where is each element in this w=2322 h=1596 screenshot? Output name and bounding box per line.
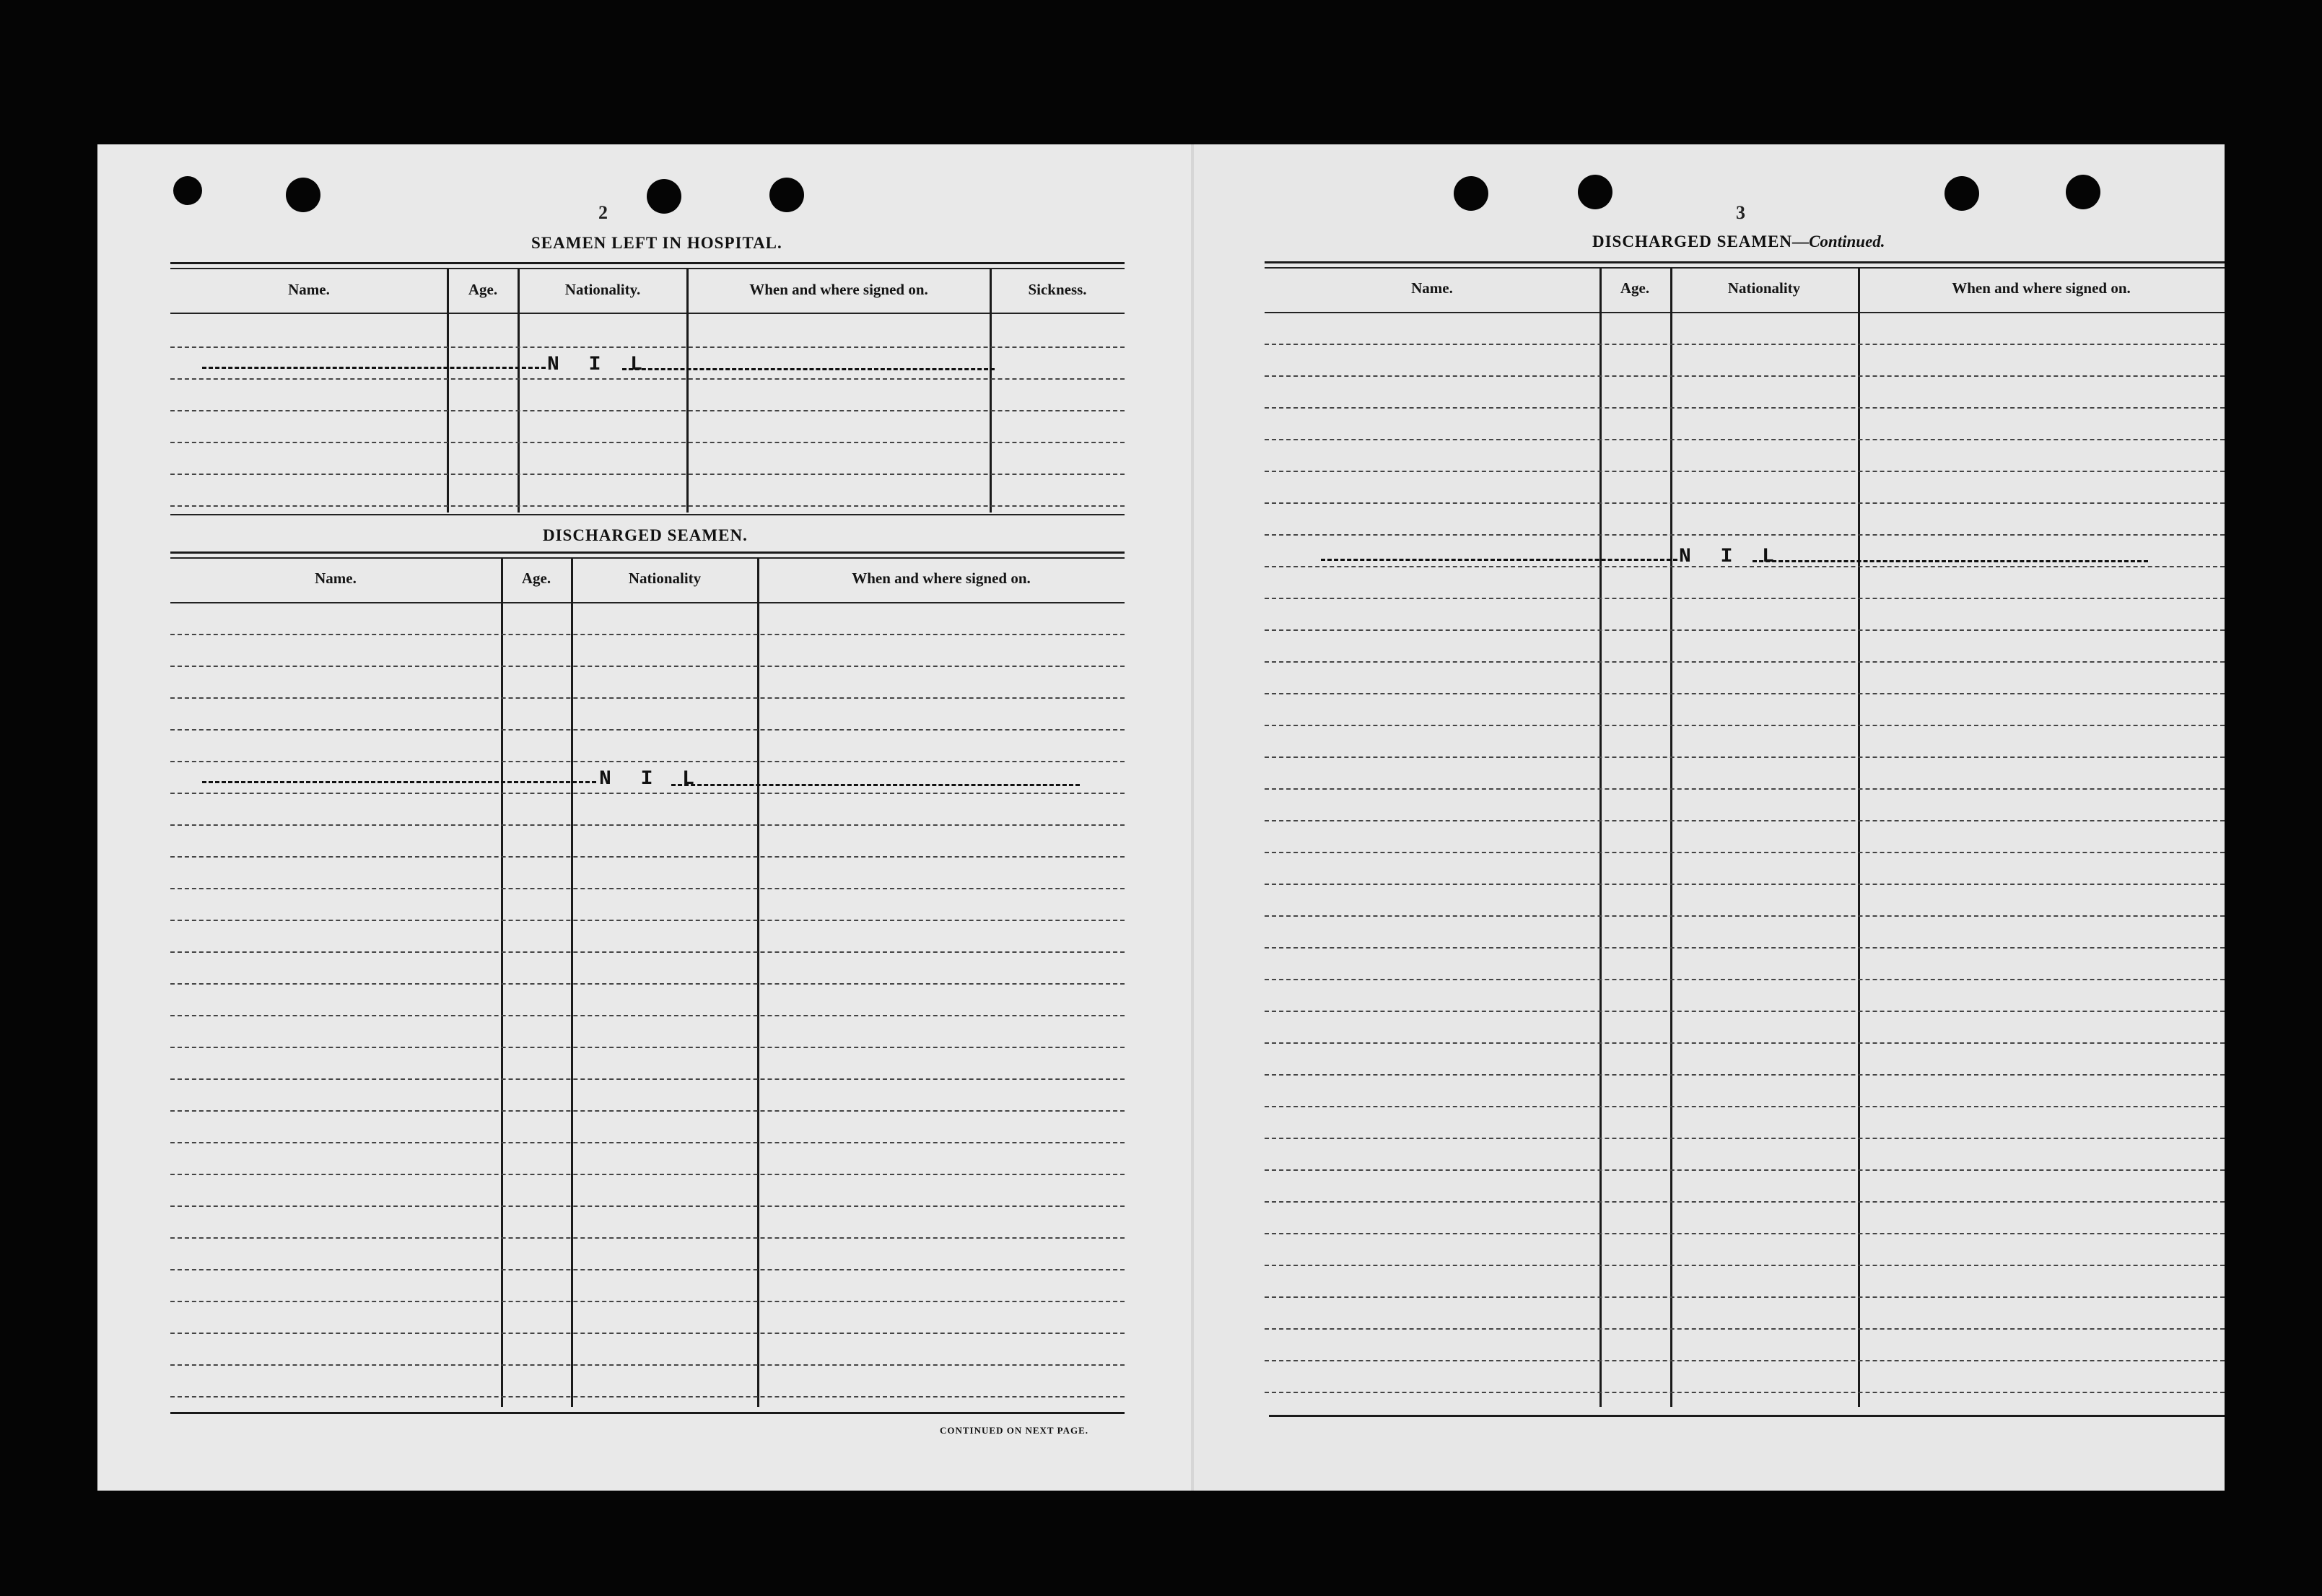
ruled-line xyxy=(170,1142,1125,1143)
column-divider xyxy=(447,269,449,513)
punch-hole xyxy=(647,179,681,214)
ruled-line xyxy=(1265,629,2225,631)
ruled-line xyxy=(1265,439,2225,440)
header-divider xyxy=(1265,312,2225,313)
ruled-line xyxy=(1265,471,2225,472)
column-divider xyxy=(501,558,503,1407)
ruled-line xyxy=(170,920,1125,921)
column-header-signed-on: When and where signed on. xyxy=(1952,279,2131,297)
ruled-line xyxy=(170,634,1125,635)
nil-strike-line xyxy=(1753,560,2148,562)
right-page xyxy=(1192,144,2225,1491)
nil-strike-line xyxy=(671,784,1080,786)
ruled-line xyxy=(170,1047,1125,1048)
ruled-line xyxy=(170,378,1125,380)
ruled-line xyxy=(170,1110,1125,1112)
ruled-line xyxy=(170,824,1125,826)
ruled-line xyxy=(170,1396,1125,1397)
ruled-line xyxy=(1265,852,2225,853)
page-spine xyxy=(1191,144,1194,1491)
punch-hole xyxy=(2066,175,2100,209)
nil-strike-line xyxy=(202,781,596,783)
nil-strike-line xyxy=(1321,559,1677,561)
column-header-nationality: Nationality xyxy=(1727,279,1801,297)
table-bottom-rule xyxy=(170,514,1125,515)
ruled-line xyxy=(1265,756,2225,758)
continued-note: CONTINUED ON NEXT PAGE. xyxy=(940,1425,1088,1436)
column-header-nationality: Nationality. xyxy=(564,281,641,298)
column-header-signed-on: When and where signed on. xyxy=(749,281,928,298)
ruled-line xyxy=(1265,407,2225,409)
ruled-line xyxy=(170,1364,1125,1366)
ruled-line xyxy=(1265,979,2225,980)
ruled-line xyxy=(1265,1169,2225,1171)
ruled-line xyxy=(170,1078,1125,1080)
section-title-discharged-continued xyxy=(1592,232,1885,251)
ruled-line xyxy=(1265,1074,2225,1076)
ruled-line xyxy=(170,474,1125,475)
table-bottom-rule xyxy=(170,1412,1125,1414)
ruled-line xyxy=(170,983,1125,985)
ruled-line xyxy=(170,697,1125,699)
header-divider xyxy=(170,602,1125,603)
punch-hole xyxy=(1578,175,1612,209)
column-divider xyxy=(518,269,520,513)
ruled-line xyxy=(1265,1138,2225,1139)
ruled-line xyxy=(1265,725,2225,726)
column-header-signed-on: When and where signed on. xyxy=(852,570,1031,587)
nil-entry: N I L xyxy=(1679,546,1784,568)
ruled-line xyxy=(170,346,1125,348)
ruled-line xyxy=(1265,1265,2225,1266)
column-divider xyxy=(686,269,689,513)
column-header-sickness: Sickness. xyxy=(1028,281,1087,298)
ruled-line xyxy=(1265,534,2225,536)
ruled-line xyxy=(1265,598,2225,599)
ruled-line xyxy=(170,1015,1125,1016)
ruled-line xyxy=(1265,884,2225,885)
column-divider xyxy=(757,558,759,1407)
section-title-hospital: SEAMEN LEFT IN HOSPITAL. xyxy=(531,234,782,252)
ruled-line xyxy=(170,856,1125,858)
ruled-line xyxy=(1265,693,2225,694)
ruled-line xyxy=(1265,1296,2225,1298)
column-header-age: Age. xyxy=(468,281,498,298)
punch-hole xyxy=(769,178,804,212)
ruled-line xyxy=(1265,820,2225,821)
ruled-line xyxy=(1265,1042,2225,1044)
section-title-discharged: DISCHARGED SEAMEN. xyxy=(543,526,748,544)
ruled-line xyxy=(1265,1328,2225,1330)
section-title-suffix: —Continued. xyxy=(1792,232,1885,250)
ruled-line xyxy=(1265,1201,2225,1203)
column-header-age: Age. xyxy=(1620,279,1650,297)
column-header-name: Name. xyxy=(315,570,357,587)
nil-strike-line xyxy=(622,368,995,370)
ruled-line xyxy=(170,729,1125,731)
ruled-line xyxy=(1265,502,2225,504)
ruled-line xyxy=(1265,1011,2225,1012)
punch-hole xyxy=(286,178,320,212)
punch-hole xyxy=(1454,176,1488,211)
header-divider xyxy=(170,313,1125,314)
ruled-line xyxy=(1265,788,2225,790)
ruled-line xyxy=(170,1269,1125,1270)
ruled-line xyxy=(170,1174,1125,1175)
page-number: 2 xyxy=(598,202,608,223)
column-divider xyxy=(571,558,573,1407)
ruled-line xyxy=(1265,1106,2225,1107)
table-bottom-rule xyxy=(1269,1415,2225,1417)
ruled-line xyxy=(170,442,1125,443)
punch-hole xyxy=(1945,176,1979,211)
ruled-line xyxy=(1265,375,2225,377)
ruled-line xyxy=(170,410,1125,411)
nil-entry: N I L xyxy=(599,768,704,790)
table-top-rule xyxy=(1265,267,2225,269)
column-header-name: Name. xyxy=(1411,279,1453,297)
ruled-line xyxy=(170,505,1125,507)
ruled-line xyxy=(1265,947,2225,949)
section-title-text: DISCHARGED SEAMEN xyxy=(1592,232,1793,250)
ruled-line xyxy=(1265,344,2225,345)
table-top-rule xyxy=(1265,261,2225,263)
ruled-line xyxy=(170,1205,1125,1207)
ruled-line xyxy=(1265,1392,2225,1393)
nil-strike-line xyxy=(202,367,546,369)
punch-hole xyxy=(173,176,202,205)
ruled-line xyxy=(170,951,1125,953)
ruled-line xyxy=(1265,1233,2225,1234)
ruled-line xyxy=(170,888,1125,889)
ruled-line xyxy=(170,761,1125,762)
ruled-line xyxy=(1265,1360,2225,1361)
ruled-line xyxy=(1265,915,2225,917)
column-header-age: Age. xyxy=(521,570,551,587)
ruled-line xyxy=(170,666,1125,667)
column-header-nationality: Nationality xyxy=(628,570,702,587)
column-divider xyxy=(990,269,992,513)
ruled-line xyxy=(170,1333,1125,1334)
ruled-line xyxy=(1265,661,2225,663)
ruled-line xyxy=(170,793,1125,794)
table-top-rule xyxy=(170,268,1125,269)
ruled-line xyxy=(170,1301,1125,1302)
table-top-rule xyxy=(170,557,1125,559)
column-header-name: Name. xyxy=(288,281,330,298)
table-top-rule xyxy=(170,551,1125,554)
page-number: 3 xyxy=(1736,202,1745,223)
ruled-line xyxy=(170,1237,1125,1239)
table-top-rule xyxy=(170,262,1125,264)
nil-entry: N I L xyxy=(547,354,652,376)
